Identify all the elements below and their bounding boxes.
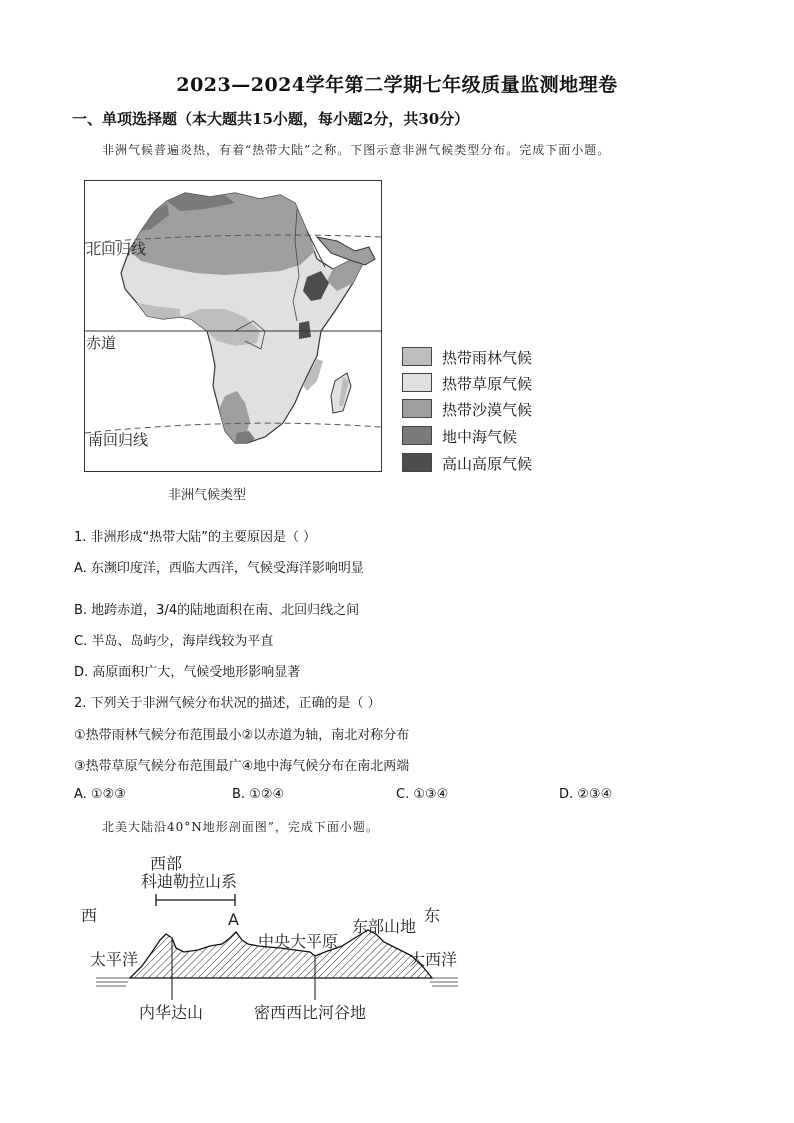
question-2-stem: 2. 下列关于非洲气候分布状况的描述，正确的是（ ）	[74, 696, 381, 711]
arabia-fragment	[317, 237, 375, 265]
eastern-mountains-label: 东部山地	[352, 917, 417, 936]
point-a-label: A	[228, 910, 239, 929]
q1-option-a[interactable]: A. 东濒印度洋，西临大西洋，气候受海洋影响明显	[74, 561, 364, 576]
intro-text-africa: 非洲气候普遍炎热，有着“热带大陆”之称。下图示意非洲气候类型分布。完成下面小题。	[102, 143, 611, 157]
legend-swatch-highland	[402, 453, 432, 472]
q2-statements-line-2: ③热带草原气候分布范围最广④地中海气候分布在南北两端	[74, 759, 410, 774]
atlantic-sea	[428, 978, 458, 986]
legend-swatch-desert	[402, 399, 432, 418]
legend-swatch-rainforest	[402, 347, 432, 366]
section-heading: 一、单项选择题（本大题共15小题，每小题2分，共30分）	[72, 110, 470, 128]
west-range-label-2: 科迪勒拉山系	[141, 872, 238, 891]
q1-option-d[interactable]: D. 高原面积广大，气候受地形影响显著	[74, 665, 301, 680]
pacific-sea	[96, 978, 130, 986]
direction-west: 西	[81, 906, 98, 925]
tropic-of-capricorn-label: 南回归线	[88, 431, 149, 449]
legend-swatch-savanna	[402, 373, 432, 392]
q2-option-b[interactable]: B. ①②④	[232, 787, 285, 802]
legend-label: 热带沙漠气候	[442, 401, 533, 419]
q2-option-d[interactable]: D. ②③④	[559, 787, 613, 802]
equator-label: 赤道	[86, 334, 117, 352]
highland-eastafrica-zone	[299, 321, 311, 339]
africa-map-graphic	[85, 181, 381, 471]
legend-label: 地中海气候	[442, 428, 518, 446]
nevada-label: 内华达山	[139, 1003, 204, 1022]
legend-label: 热带雨林气候	[442, 349, 533, 367]
direction-east: 东	[424, 906, 441, 925]
q2-options-row	[74, 787, 714, 807]
legend-label: 高山高原气候	[442, 455, 533, 473]
q1-option-b[interactable]: B. 地跨赤道，3/4的陆地面积在南、北回归线之间	[74, 603, 360, 618]
intro-text-profile: 北美大陆沿40°N地形剖面图”，完成下面小题。	[102, 820, 379, 834]
mississippi-label: 密西西比河谷地	[254, 1003, 367, 1022]
pacific-label: 太平洋	[90, 950, 139, 969]
central-plain-label: 中央大平原	[258, 932, 339, 951]
page-title: 2023—2024学年第二学期七年级质量监测地理卷	[176, 74, 618, 96]
map-caption: 非洲气候类型	[168, 488, 247, 503]
tropic-of-cancer-label: 北回归线	[86, 240, 147, 258]
question-1-stem: 1. 非洲形成“热带大陆”的主要原因是（ ）	[74, 530, 317, 545]
q2-option-c[interactable]: C. ①③④	[396, 787, 449, 802]
legend-label: 热带草原气候	[442, 375, 533, 393]
west-range-label-1: 西部	[150, 854, 183, 873]
legend-swatch-mediterranean	[402, 426, 432, 445]
q2-statements-line-1: ①热带雨林气候分布范围最小②以赤道为轴，南北对称分布	[74, 728, 410, 743]
q1-option-c[interactable]: C. 半岛、岛屿少，海岸线较为平直	[74, 634, 274, 649]
q2-option-a[interactable]: A. ①②③	[74, 787, 126, 802]
atlantic-label: 大西洋	[409, 950, 458, 969]
